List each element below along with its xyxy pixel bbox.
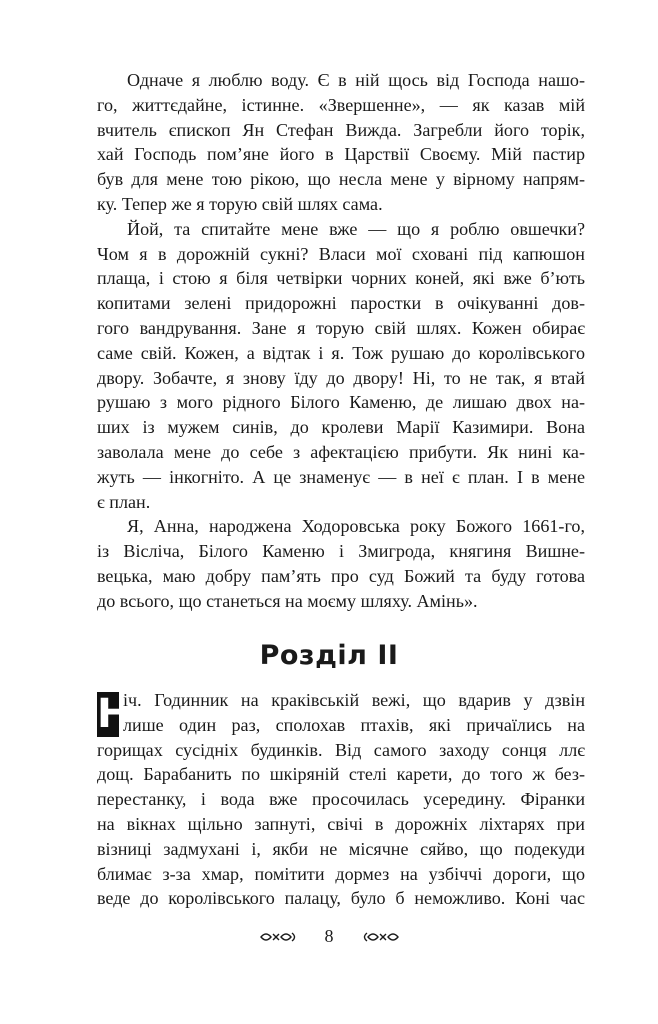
text-line: плаща, і стою я біля четвірки чорних коней, які вже б’ють <box>97 268 585 289</box>
text-line: Одначе я люблю воду. Є в ній щось від Господа нашо- <box>127 70 585 90</box>
chapter-title: Розділ ІІ <box>259 640 399 671</box>
text-line: веде до королівського палацу, було б неможливо. Коні час <box>97 888 585 909</box>
text-line: заволала мене до себе з афектацією прибути. Як нині ка- <box>97 441 585 462</box>
text-line: го, життєдайне, істинне. «Звершенне», — як казав мій <box>97 94 585 115</box>
folio-ornament-icon <box>360 930 400 944</box>
text-line: Чом я в дорожній сукні? Власи мої сховані під капюшон <box>97 243 585 264</box>
upper-text-block <box>97 68 585 614</box>
dropcap: Н <box>97 691 131 737</box>
text-line: лише один раз, сполохав птахів, які причаїлись на <box>123 714 585 735</box>
text-line: на вікнах щільно запнуті, свічі в дорожніх ліхтарях при <box>97 813 585 834</box>
text-line: був для мене тою рікою, що несла мене у вірному напрям- <box>97 169 585 190</box>
text-line: візниці задмухані і, якби не місячне сяйво, що подекуди <box>97 838 585 859</box>
chapter-opening-text-block <box>97 688 585 911</box>
text-line: іч. Годинник на краківській вежі, що вдарив у дзвін <box>123 690 585 710</box>
text-line: Йой, та спитайте мене вже — що я роблю овшечки? <box>127 218 585 239</box>
text-line: до всього, що станеться на моєму шляху. Амінь». <box>97 590 478 611</box>
text-line: горищах сусідніх будинків. Від самого заходу сонця ллє <box>97 739 585 760</box>
text-line: двору. Зобачте, я знову їду до двору! Ні, то не так, я втай <box>97 367 585 388</box>
text-line: ших із мужем синів, до кролеви Марії Казимири. Вона <box>97 417 585 438</box>
text-line: гого вандрування. Зане я торую свій шлях. Кожен обирає <box>97 317 585 338</box>
text-line: є план. <box>97 491 151 512</box>
text-line: блимає з-за хмар, помітити дормез на узбіччі дороги, що <box>97 863 585 884</box>
folio <box>0 926 658 947</box>
text-line: жуть — інкогніто. А це знаменує — в неї є план. І в мене <box>97 466 585 487</box>
text-line: Я, Анна, народжена Ходоровська року Божого 1661-го, <box>127 516 585 537</box>
text-line: рушаю з мого рідного Білого Каменю, де лишаю двох на- <box>97 392 585 413</box>
text-line: саме свій. Кожен, а відтак і я. Тож рушаю до королівського <box>97 342 585 363</box>
text-line: ку. Тепер же я торую свій шлях сама. <box>97 193 383 214</box>
text-line: перестанку, і вода вже просочилась усередину. Фіранки <box>97 789 585 810</box>
text-line: хай Господь пом’яне його в Царствії Своєму. Мій пастир <box>97 144 585 165</box>
text-line: дощ. Барабанить по шкіряній стелі карети, до того ж без- <box>97 764 585 785</box>
text-line: із Вісліча, Білого Каменю і Змигрода, княгиня Вишне- <box>97 541 585 562</box>
text-line: вецька, маю добру пам’ять про суд Божий та буду готова <box>97 565 585 586</box>
text-line: вчитель єпископ Ян Стефан Вижда. Загребли його торік, <box>97 119 585 140</box>
lower-text-lines <box>97 738 585 912</box>
text-line: копитами зелені придорожні паростки в очікуванні дов- <box>97 293 585 314</box>
folio-ornament-icon <box>259 930 299 944</box>
page-number: 8 <box>324 926 334 946</box>
